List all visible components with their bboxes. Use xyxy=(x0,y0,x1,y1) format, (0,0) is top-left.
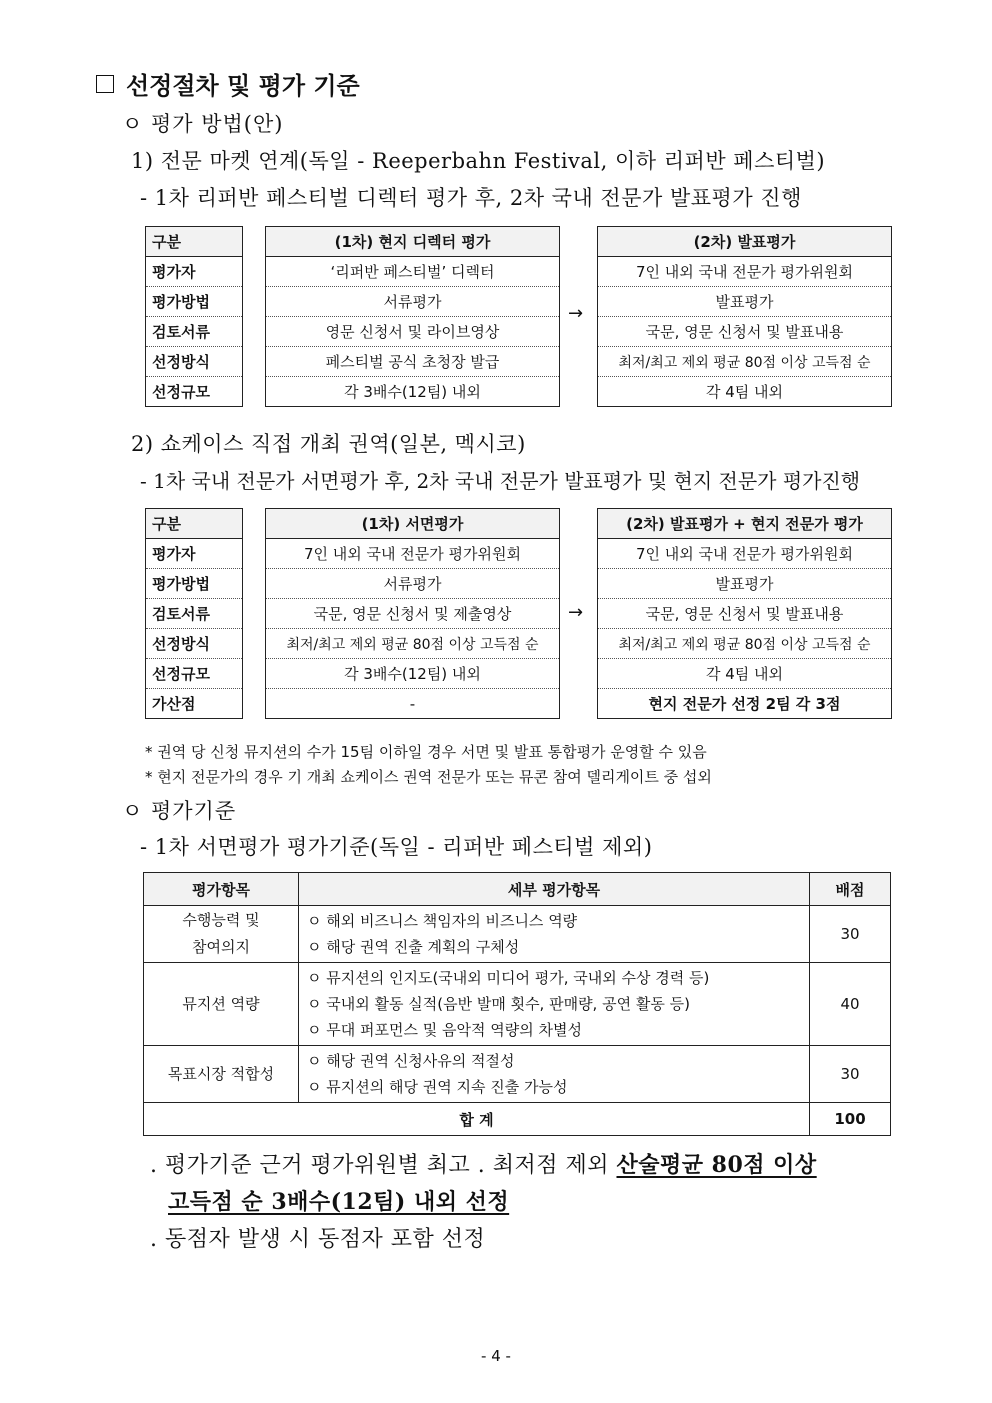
bullet-method: ㅇ 평가 방법(안) xyxy=(122,112,284,136)
col2-cell: 발표평가 xyxy=(598,569,892,599)
col1-cell: 서류평가 xyxy=(266,287,560,317)
label-cell: 평가방법 xyxy=(146,287,243,317)
col2-cell: 각 4팀 내외 xyxy=(598,659,892,689)
highlight-text: 고득점 순 3배수(12팀) 내외 선정 xyxy=(168,1189,510,1215)
detail-cell: ㅇ 뮤지션의 인지도(국내외 미디어 평가, 국내외 수상 경력 등) ㅇ 국내외 활동 실적(음반 발매 횟수, 판매량, 공연 활동 등) ㅇ 무대 퍼포먼스 및 음악적 역량의 차별성 xyxy=(299,963,810,1046)
page-number: - 4 - xyxy=(481,1347,511,1365)
item-cell: 수행능력 및 참여의지 xyxy=(144,906,299,963)
table-row xyxy=(144,963,891,1046)
col2-cell: 발표평가 xyxy=(598,287,892,317)
label-cell: 검토서류 xyxy=(146,317,243,347)
sub1-desc: - 1차 리퍼반 페스티벌 디렉터 평가 후, 2차 국내 전문가 발표평가 진행 xyxy=(140,186,802,210)
total-row xyxy=(144,1103,891,1136)
table-row xyxy=(144,1046,891,1103)
bullet-criteria: ㅇ 평가기준 xyxy=(122,799,237,823)
item-cell: 뮤지션 역량 xyxy=(144,963,299,1046)
table1-labels xyxy=(145,226,243,407)
label-cell: 선정규모 xyxy=(146,377,243,407)
header-detail: 세부 평가항목 xyxy=(299,873,810,906)
col1-cell: (1차) 서면평가 xyxy=(266,509,560,539)
detail-cell: ㅇ 해당 권역 신청사유의 적절성 ㅇ 뮤지션의 해당 권역 지속 진출 가능성 xyxy=(299,1046,810,1103)
col2-cell: 각 4팀 내외 xyxy=(598,377,892,407)
sub2-desc: - 1차 국내 전문가 서면평가 후, 2차 국내 전문가 발표평가 및 현지 전문가 평가진행 xyxy=(140,469,861,493)
highlight-text: 산술평균 80점 이상 xyxy=(616,1152,817,1178)
col1-cell: 페스티벌 공식 초청장 발급 xyxy=(266,347,560,377)
score-cell: 30 xyxy=(810,906,891,963)
col1-cell: 국문, 영문 신청서 및 제출영상 xyxy=(266,599,560,629)
col1-cell: 서류평가 xyxy=(266,569,560,599)
col2-cell: 현지 전문가 선정 2팀 각 3점 xyxy=(598,689,892,719)
total-score: 100 xyxy=(810,1103,891,1136)
table2-col1 xyxy=(265,508,560,719)
score-cell: 40 xyxy=(810,963,891,1046)
label-cell: 선정방식 xyxy=(146,347,243,377)
score-cell: 30 xyxy=(810,1046,891,1103)
arrow-icon: → xyxy=(568,303,584,324)
col2-cell: 국문, 영문 신청서 및 발표내용 xyxy=(598,317,892,347)
table1-col1 xyxy=(265,226,560,407)
label-cell: 선정방식 xyxy=(146,629,243,659)
col2-cell: 7인 내외 국내 전문가 평가위원회 xyxy=(598,539,892,569)
col1-cell: - xyxy=(266,689,560,719)
label-cell: 구분 xyxy=(146,509,243,539)
final-line-1: . 평가기준 근거 평가위원별 최고 . 최저점 제외 산술평균 80점 이상 xyxy=(150,1152,817,1178)
section-title: 선정절차 및 평가 기준 xyxy=(96,66,360,101)
square-bullet-icon xyxy=(96,75,114,93)
final-line-2: . 동점자 발생 시 동점자 포함 선정 xyxy=(150,1227,486,1252)
sub2-title: 2) 쇼케이스 직접 개최 권역(일본, 멕시코) xyxy=(131,432,526,456)
criteria-desc: - 1차 서면평가 평가기준(독일 - 리퍼반 페스티벌 제외) xyxy=(140,835,653,859)
table2-labels xyxy=(145,508,243,719)
label-cell: 평가자 xyxy=(146,257,243,287)
col2-cell: (2차) 발표평가 + 현지 전문가 평가 xyxy=(598,509,892,539)
criteria-table xyxy=(143,872,891,1136)
col2-cell: 국문, 영문 신청서 및 발표내용 xyxy=(598,599,892,629)
col2-cell: 최저/최고 제외 평균 80점 이상 고득점 순 xyxy=(598,347,892,377)
col1-cell: 각 3배수(12팀) 내외 xyxy=(266,377,560,407)
label-cell: 검토서류 xyxy=(146,599,243,629)
final-line-1b xyxy=(168,1185,509,1216)
label-cell: 선정규모 xyxy=(146,659,243,689)
col2-cell: 최저/최고 제외 평균 80점 이상 고득점 순 xyxy=(598,629,892,659)
note-2: * 현지 전문가의 경우 기 개최 쇼케이스 권역 전문가 또는 뮤콘 참여 델리게이트 중 섭외 xyxy=(145,768,712,786)
col1-cell: 최저/최고 제외 평균 80점 이상 고득점 순 xyxy=(266,629,560,659)
table-row xyxy=(144,906,891,963)
label-cell: 가산점 xyxy=(146,689,243,719)
arrow-icon: → xyxy=(568,602,584,623)
label-cell: 평가방법 xyxy=(146,569,243,599)
table1-col2 xyxy=(597,226,892,407)
col2-cell: 7인 내외 국내 전문가 평가위원회 xyxy=(598,257,892,287)
label-cell: 평가자 xyxy=(146,539,243,569)
col1-cell: (1차) 현지 디렉터 평가 xyxy=(266,227,560,257)
header-item: 평가항목 xyxy=(144,873,299,906)
detail-cell: ㅇ 해외 비즈니스 책임자의 비즈니스 역량 ㅇ 해당 권역 진출 계획의 구체성 xyxy=(299,906,810,963)
col1-cell: ‘리퍼반 페스티벌’ 디렉터 xyxy=(266,257,560,287)
table2-col2 xyxy=(597,508,892,719)
label-cell: 구분 xyxy=(146,227,243,257)
col2-cell: (2차) 발표평가 xyxy=(598,227,892,257)
item-cell: 목표시장 적합성 xyxy=(144,1046,299,1103)
total-label: 합 계 xyxy=(144,1103,810,1136)
header-score: 배점 xyxy=(810,873,891,906)
note-1: * 권역 당 신청 뮤지션의 수가 15팀 이하일 경우 서면 및 발표 통합평가 운영할 수 있음 xyxy=(145,743,707,761)
sub1-title: 1) 전문 마켓 연계(독일 - Reeperbahn Festival, 이하 리퍼반 페스티벌) xyxy=(131,149,826,173)
col1-cell: 7인 내외 국내 전문가 평가위원회 xyxy=(266,539,560,569)
col1-cell: 각 3배수(12팀) 내외 xyxy=(266,659,560,689)
col1-cell: 영문 신청서 및 라이브영상 xyxy=(266,317,560,347)
